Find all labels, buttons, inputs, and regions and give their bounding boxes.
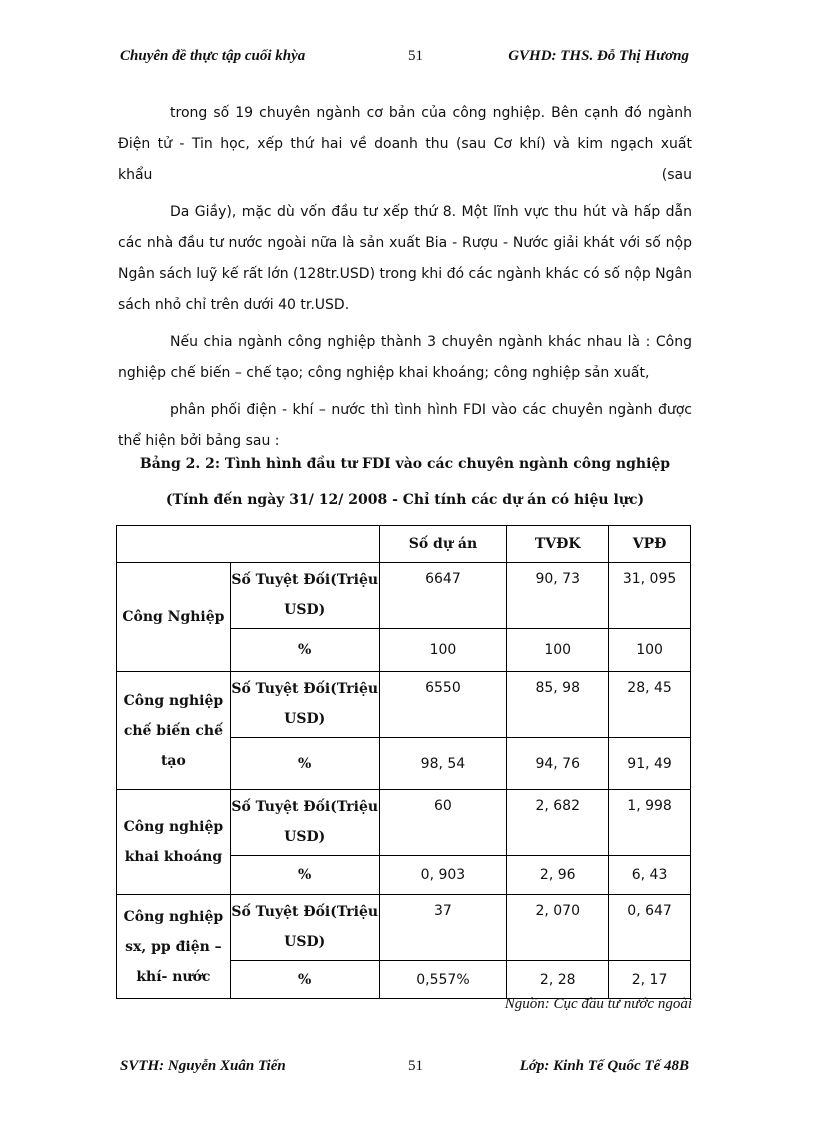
col-header-vpd: VPĐ	[609, 526, 691, 563]
cell-value: 6550	[379, 672, 507, 738]
cell-value: 90, 73	[507, 563, 609, 629]
cell-value: 0,557%	[379, 961, 507, 999]
paragraph-1-line-3	[118, 160, 692, 191]
paragraph-1-word-sau: (sau	[661, 167, 692, 183]
cell-value: 100	[507, 629, 609, 672]
paragraph-1-line-1: trong số 19 chuyên ngành cơ bản của công nghiệp. Bên cạnh đó ngành	[170, 105, 692, 121]
unit-absolute: Số Tuyệt Đối(Triệu USD)	[230, 563, 379, 629]
cell-value: 6647	[379, 563, 507, 629]
unit-percent: %	[230, 856, 379, 895]
page-footer	[0, 1058, 816, 1080]
cell-value: 100	[379, 629, 507, 672]
unit-percent: %	[230, 629, 379, 672]
cell-value: 85, 98	[507, 672, 609, 738]
cell-value: 31, 095	[609, 563, 691, 629]
page-header	[0, 48, 816, 70]
paragraph-2: Da Giầy), mặc dù vốn đầu tư xếp thứ 8. Một lĩnh vực thu hút và hấp dẫn các nhà đầu tư nước ngoài nữa là sản xuất Bia - Rượu - Nước giải khát với số nộp Ngân sách luỹ kế rất lớn (128tr.USD) trong khi đó các ngành khác có số nộp Ngân sách nhỏ chỉ trên dưới 40 tr.USD.	[118, 204, 692, 313]
footer-page-number: 51	[408, 1058, 423, 1074]
cell-value: 98, 54	[379, 738, 507, 790]
body-text	[118, 98, 692, 457]
cell-value: 2, 96	[507, 856, 609, 895]
cell-value: 2, 070	[507, 895, 609, 961]
table-subcaption: (Tính đến ngày 31/ 12/ 2008 - Chỉ tính các dự án có hiệu lực)	[165, 492, 645, 508]
header-topic: Chuyên đề thực tập cuối khỳa	[120, 48, 306, 64]
cell-value: 0, 903	[379, 856, 507, 895]
cell-value: 6, 43	[609, 856, 691, 895]
cell-value: 100	[609, 629, 691, 672]
cell-value: 1, 998	[609, 790, 691, 856]
cell-value: 28, 45	[609, 672, 691, 738]
cell-value: 2, 28	[507, 961, 609, 999]
cell-value: 2, 682	[507, 790, 609, 856]
paragraph-4: phân phối điện - khí – nước thì tình hình FDI vào các chuyên ngành được thể hiện bởi bảng sau :	[118, 402, 692, 449]
paragraph-3: Nếu chia ngành công nghiệp thành 3 chuyên ngành khác nhau là : Công nghiệp chế biến – chế tạo; công nghiệp khai khoáng; công nghiệp sản xuất,	[118, 334, 692, 381]
cell-value: 2, 17	[609, 961, 691, 999]
group-label: Công Nghiệp	[117, 563, 231, 672]
cell-value: 0, 647	[609, 895, 691, 961]
col-header-so-du-an: Số dự án	[379, 526, 507, 563]
table-row	[117, 895, 691, 961]
cell-value: 60	[379, 790, 507, 856]
table-header-row	[117, 526, 691, 563]
cell-value: 37	[379, 895, 507, 961]
paragraph-1-line-2: Điện tử - Tin học, xếp thứ hai về doanh thu (sau Cơ khí) và kim ngạch xuất	[118, 136, 692, 152]
unit-absolute: Số Tuyệt Đối(Triệu USD)	[230, 672, 379, 738]
cell-value: 91, 49	[609, 738, 691, 790]
group-label: Công nghiệp khai khoáng	[117, 790, 231, 895]
group-label: Công nghiệp sx, pp điện – khí- nước	[117, 895, 231, 999]
paragraph-1	[118, 98, 692, 191]
unit-percent: %	[230, 738, 379, 790]
unit-percent: %	[230, 961, 379, 999]
unit-absolute: Số Tuyệt Đối(Triệu USD)	[230, 895, 379, 961]
fdi-table	[116, 525, 691, 999]
footer-class: Lớp: Kinh Tế Quốc Tế 48B	[519, 1058, 689, 1074]
footer-student: SVTH: Nguyễn Xuân Tiến	[120, 1058, 286, 1074]
paragraph-1-word-khau: khẩu	[118, 167, 153, 183]
unit-absolute: Số Tuyệt Đối(Triệu USD)	[230, 790, 379, 856]
header-page-number: 51	[408, 48, 423, 64]
table-caption: Bảng 2. 2: Tình hình đầu tư FDI vào các chuyên ngành công nghiệp	[139, 456, 671, 472]
table-row	[117, 790, 691, 856]
col-header-tvdk: TVĐK	[507, 526, 609, 563]
group-label: Công nghiệp chế biến chế tạo	[117, 672, 231, 790]
table-source: Nguồn: Cục đầu tư nước ngoài	[504, 996, 692, 1012]
table-corner-cell	[117, 526, 380, 563]
header-advisor: GVHD: THS. Đỗ Thị Hương	[508, 48, 689, 64]
table-row	[117, 563, 691, 629]
table-row	[117, 672, 691, 738]
cell-value: 94, 76	[507, 738, 609, 790]
